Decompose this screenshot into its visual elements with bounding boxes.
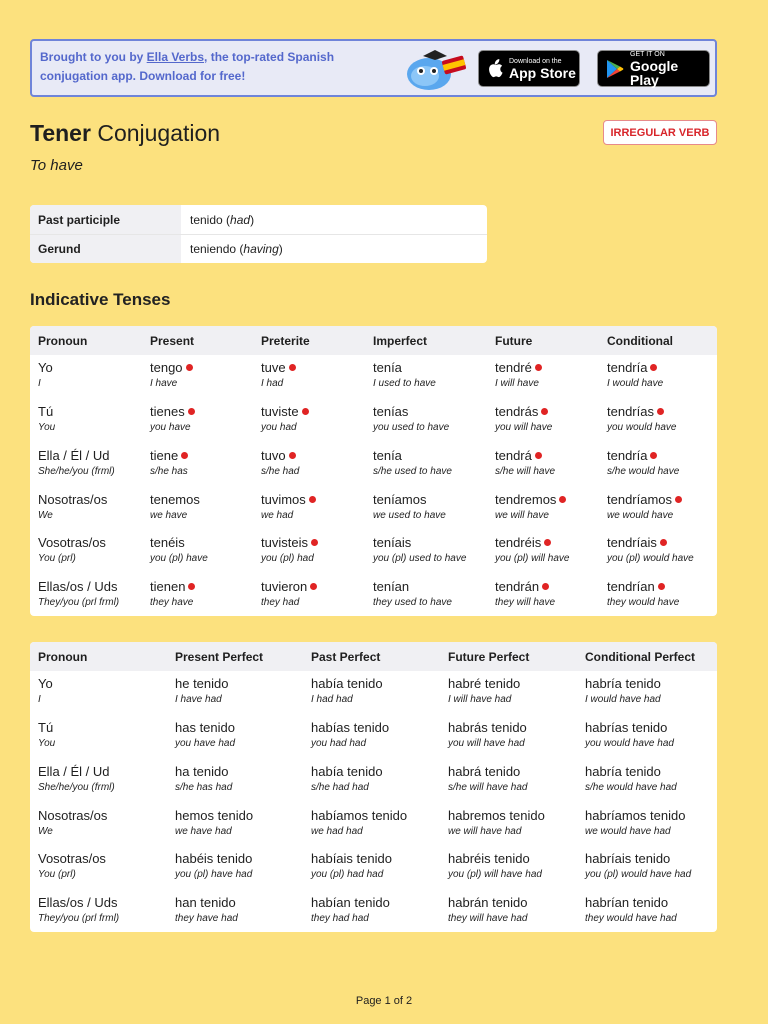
conjugation-cell: hemos tenido we have had — [175, 808, 254, 837]
conjugation-cell: tendríamos we would have — [607, 491, 682, 521]
table-header — [30, 642, 717, 671]
conjugation-cell: tendría I would have — [607, 360, 664, 389]
conjugation-cell: habría tenido s/he would have had — [585, 764, 677, 793]
table-row — [30, 894, 717, 932]
irregular-dot-icon — [311, 539, 318, 546]
conjugation-cell: tuvo s/he had — [261, 448, 300, 477]
irregular-verb-badge: IRREGULAR VERB — [603, 120, 717, 145]
conjugation-cell: habían tenido they had had — [311, 895, 390, 924]
pronoun-cell: Yo I — [38, 360, 53, 389]
irregular-dot-icon — [660, 539, 667, 546]
table-row — [30, 763, 717, 807]
conjugation-cell: tuvieron they had — [261, 578, 317, 608]
conjugation-cell: tuve I had — [261, 359, 296, 389]
conjugation-cell: tiene s/he has — [150, 448, 188, 477]
google-play-button[interactable]: GET IT ON Google Play — [597, 50, 710, 87]
conjugation-cell: tendrías you would have — [607, 404, 677, 433]
conjugation-cell: teníais you (pl) used to have — [373, 535, 467, 564]
table-row — [30, 719, 717, 763]
irregular-dot-icon — [544, 539, 551, 546]
pronoun-cell: Ella / Él / Ud She/he/you (frml) — [38, 448, 115, 477]
conjugation-cell: tendré I will have — [495, 359, 542, 389]
pronoun-cell: Ellas/os / Uds They/you (prl frml) — [38, 895, 120, 924]
conjugation-cell: tenemos we have — [150, 492, 200, 521]
conjugation-cell: habré tenido I will have had — [448, 676, 521, 705]
conjugation-cell: habéis tenido you (pl) have had — [175, 851, 253, 880]
conjugation-cell: tenía I used to have — [373, 360, 436, 389]
conjugation-cell: tenéis you (pl) have — [150, 535, 208, 564]
conjugation-cell: habríais tenido you (pl) would have had — [585, 851, 692, 880]
irregular-dot-icon — [289, 452, 296, 459]
pronoun-cell: Ellas/os / Uds They/you (prl frml) — [38, 579, 120, 608]
table-row — [30, 403, 717, 447]
app-store-button[interactable]: Download on the App Store — [478, 50, 580, 87]
irregular-dot-icon — [650, 452, 657, 459]
section-heading: Indicative Tenses — [30, 290, 171, 309]
pronoun-cell: Nosotras/os We — [38, 808, 108, 837]
pronoun-cell: Vosotras/os You (prl) — [38, 535, 106, 564]
irregular-dot-icon — [535, 364, 542, 371]
conjugation-cell: tienen they have — [150, 578, 195, 608]
apple-icon — [487, 59, 503, 78]
google-play-icon — [606, 59, 624, 79]
column-header: Future Perfect — [448, 650, 530, 664]
conjugation-cell: habías tenido you had had — [311, 720, 390, 749]
past-participle-row: Past participle tenido (had) — [30, 205, 487, 234]
table-row — [30, 850, 717, 894]
column-header: Conditional — [607, 334, 673, 348]
pronoun-cell: Tú You — [38, 720, 56, 749]
conjugation-cell: tuvisteis you (pl) had — [261, 534, 318, 564]
irregular-dot-icon — [535, 452, 542, 459]
conjugation-cell: tendremos we will have — [495, 491, 566, 521]
gerund-row: Gerund teniendo (having) — [30, 234, 487, 263]
conjugation-cell: habrías tenido you would have had — [585, 720, 674, 749]
irregular-dot-icon — [188, 583, 195, 590]
table-row — [30, 491, 717, 535]
pronoun-cell: Vosotras/os You (prl) — [38, 851, 106, 880]
irregular-dot-icon — [186, 364, 193, 371]
table-row — [30, 359, 717, 403]
pronoun-cell: Ella / Él / Ud She/he/you (frml) — [38, 764, 115, 793]
column-header: Pronoun — [38, 334, 88, 348]
conjugation-cell: habríamos tenido we would have had — [585, 808, 686, 837]
irregular-dot-icon — [541, 408, 548, 415]
column-header: Present — [150, 334, 195, 348]
column-header: Future — [495, 334, 533, 348]
column-header: Imperfect — [373, 334, 428, 348]
pronoun-cell: Tú You — [38, 404, 56, 433]
conjugation-cell: tendréis you (pl) will have — [495, 535, 570, 564]
table-row — [30, 675, 717, 719]
table-row — [30, 447, 717, 491]
conjugation-cell: habrán tenido they will have had — [448, 895, 528, 924]
conjugation-cell: habrían tenido they would have had — [585, 895, 677, 924]
table-row — [30, 578, 717, 616]
conjugation-cell: había tenido s/he had had — [311, 764, 383, 793]
conjugation-cell: han tenido they have had — [175, 895, 238, 924]
conjugation-cell: tienes you have — [150, 403, 195, 433]
ella-verbs-link[interactable]: Ella Verbs — [146, 50, 205, 64]
perfect-tenses-table — [30, 642, 717, 932]
table-row — [30, 807, 717, 851]
table-row — [30, 534, 717, 578]
column-header: Pronoun — [38, 650, 88, 664]
page-title: Tener Conjugation — [30, 120, 221, 146]
conjugation-cell: tendrás you will have — [495, 404, 553, 433]
pronoun-cell: Yo I — [38, 676, 53, 705]
irregular-dot-icon — [289, 364, 296, 371]
conjugation-cell: habremos tenido we will have had — [448, 808, 545, 837]
irregular-dot-icon — [310, 583, 317, 590]
page-number: Page 1 of 2 — [355, 995, 413, 1007]
irregular-dot-icon — [302, 408, 309, 415]
verb-translation: To have — [30, 157, 83, 174]
column-header: Preterite — [261, 334, 310, 348]
promo-banner — [30, 39, 717, 97]
conjugation-cell: tuvimos we had — [261, 491, 316, 521]
column-header: Past Perfect — [311, 650, 381, 664]
conjugation-cell: tendrá s/he will have — [495, 448, 556, 477]
conjugation-cell: teníamos we used to have — [373, 492, 446, 521]
conjugation-cell: habría tenido I would have had — [585, 676, 661, 705]
irregular-dot-icon — [658, 583, 665, 590]
conjugation-cell: habréis tenido you (pl) will have had — [448, 851, 542, 880]
conjugation-cell: habíamos tenido we had had — [311, 808, 408, 837]
conjugation-cell: tendría s/he would have — [607, 448, 680, 477]
conjugation-cell: habrás tenido you will have had — [448, 720, 527, 749]
conjugation-cell: ha tenido s/he has had — [175, 764, 233, 793]
conjugation-cell: has tenido you have had — [175, 720, 236, 749]
simple-tenses-table — [30, 326, 717, 616]
mascot-icon — [403, 46, 469, 94]
conjugation-cell: tendríais you (pl) would have — [607, 535, 694, 564]
irregular-dot-icon — [650, 364, 657, 371]
irregular-dot-icon — [675, 496, 682, 503]
irregular-dot-icon — [559, 496, 566, 503]
conjugation-cell: había tenido I had had — [311, 676, 383, 705]
irregular-dot-icon — [181, 452, 188, 459]
conjugation-cell: tuviste you had — [261, 403, 309, 433]
participle-table — [30, 205, 487, 263]
irregular-dot-icon — [309, 496, 316, 503]
conjugation-cell: tenías you used to have — [373, 404, 450, 433]
irregular-dot-icon — [657, 408, 664, 415]
conjugation-cell: tenía s/he used to have — [373, 448, 452, 477]
pronoun-cell: Nosotras/os We — [38, 492, 108, 521]
conjugation-cell: tengo I have — [150, 359, 193, 389]
conjugation-cell: habrá tenido s/he will have had — [448, 764, 528, 793]
conjugation-cell: tendrían they would have — [607, 579, 680, 608]
banner-text: Brought to you by Ella Verbs, the top-rated Spanish conjugation app. Download for free! — [40, 50, 335, 83]
conjugation-cell: tenían they used to have — [373, 579, 452, 608]
irregular-dot-icon — [188, 408, 195, 415]
conjugation-cell: tendrán they will have — [495, 579, 556, 608]
irregular-dot-icon — [542, 583, 549, 590]
table-header — [30, 326, 717, 355]
conjugation-cell: habíais tenido you (pl) had had — [311, 851, 392, 880]
conjugation-cell: he tenido I have had — [175, 676, 229, 705]
column-header: Conditional Perfect — [585, 650, 696, 664]
column-header: Present Perfect — [175, 650, 264, 664]
